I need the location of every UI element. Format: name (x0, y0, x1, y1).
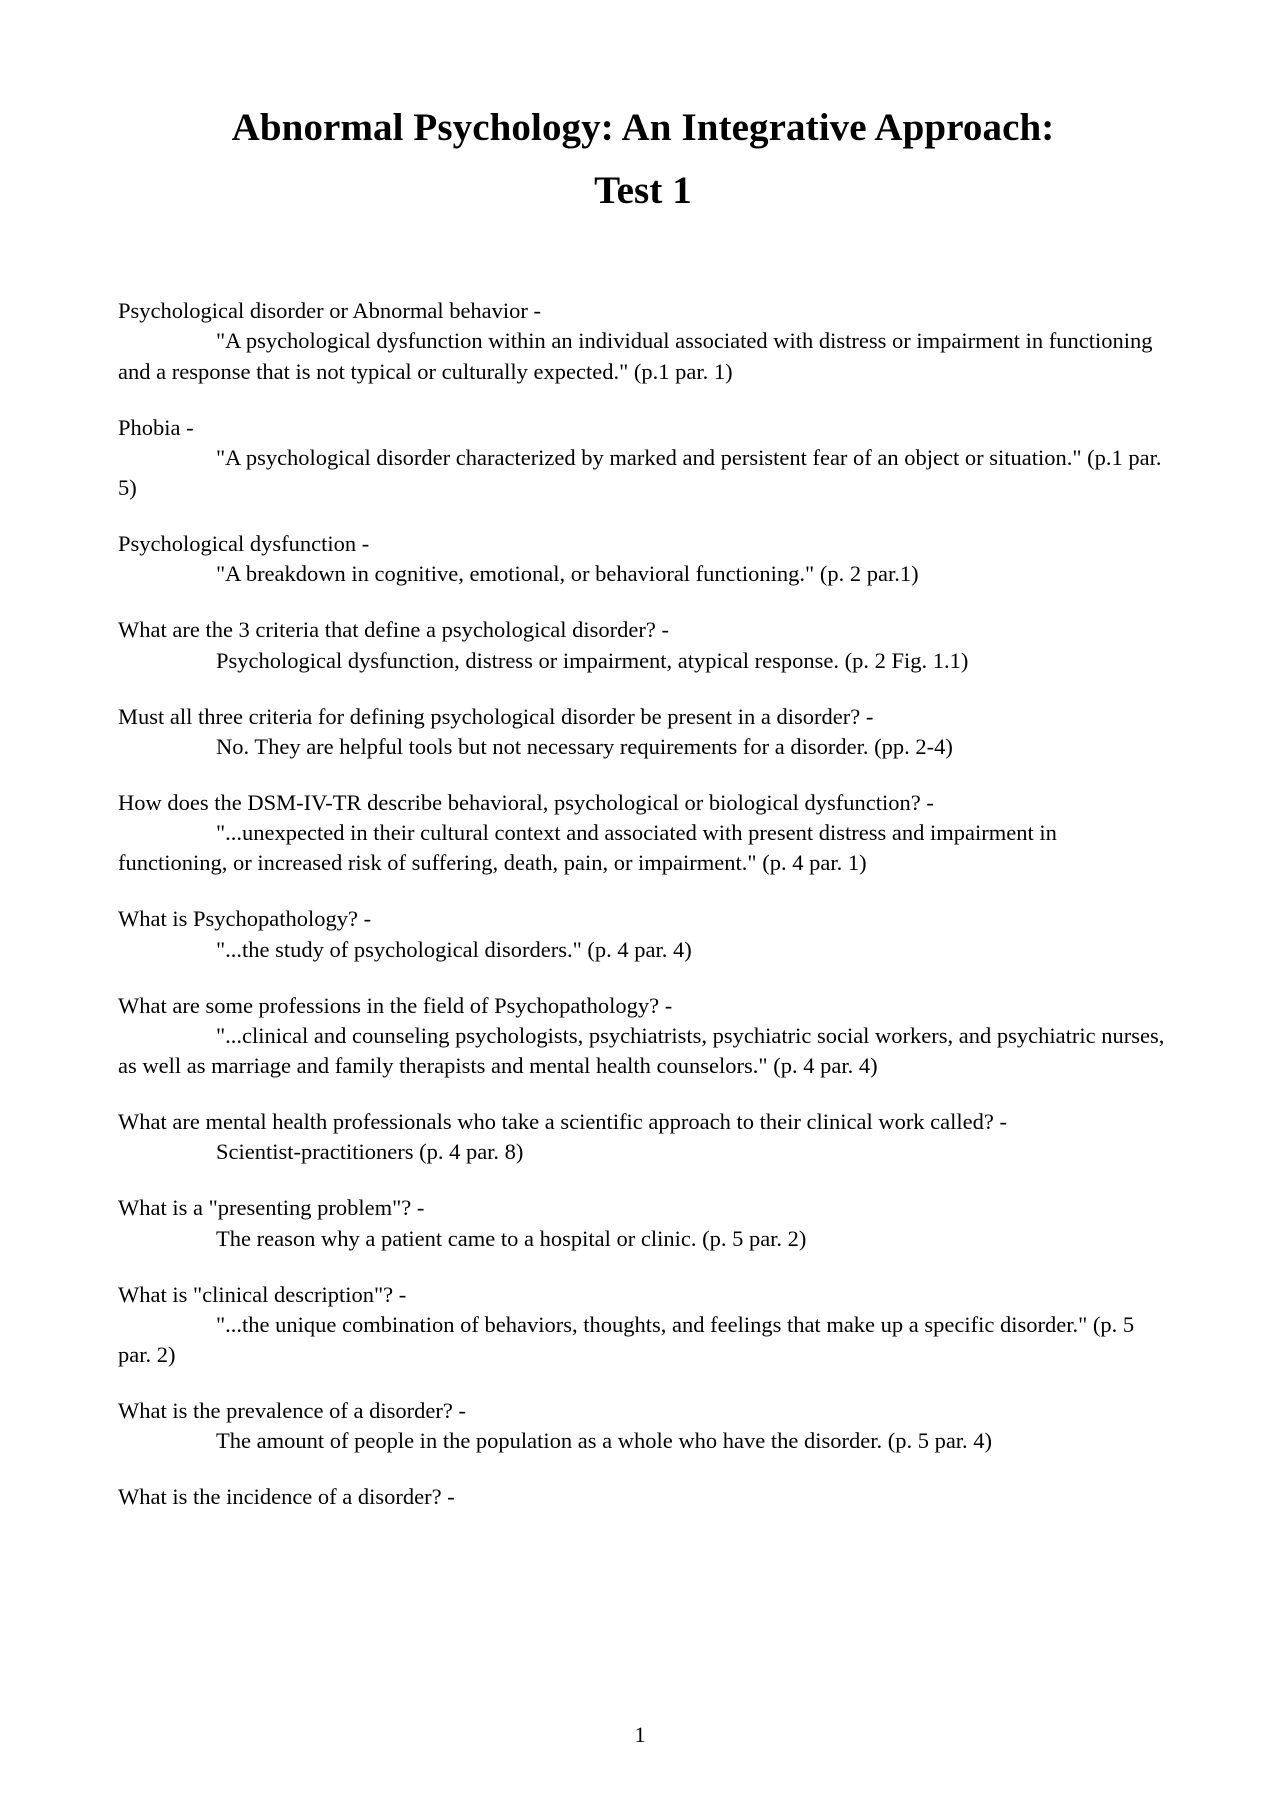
qa-question: What is Psychopathology? - (118, 906, 372, 932)
qa-entry (118, 529, 1168, 589)
qa-entry (118, 1107, 1168, 1167)
qa-answer: The amount of people in the population as a whole who have the disorder. (p. 5 par. 4) (216, 1428, 993, 1454)
qa-answer: "...the study of psychological disorders." (p. 4 par. 4) (216, 936, 692, 962)
qa-question: Must all three criteria for defining psychological disorder be present in a disorder? - (118, 703, 874, 729)
qa-answer: "A psychological disorder characterized by marked and persistent fear of an object or situation." (p.1 par. 5) (118, 444, 1162, 501)
qa-entry (118, 702, 1168, 762)
qa-answer: Scientist-practitioners (p. 4 par. 8) (216, 1139, 524, 1165)
page-number: 1 (634, 1722, 646, 1747)
qa-entry (118, 904, 1168, 964)
qa-entry (118, 1482, 1168, 1512)
qa-entry (118, 1396, 1168, 1456)
qa-question: What are mental health professionals who take a scientific approach to their clinical work called? - (118, 1109, 1008, 1135)
qa-question: Psychological dysfunction - (118, 531, 370, 557)
qa-question: What are some professions in the field of Psychopathology? - (118, 992, 673, 1018)
qa-entry (118, 788, 1168, 878)
qa-question: How does the DSM-IV-TR describe behavioral, psychological or biological dysfunction? - (118, 790, 934, 816)
qa-question: Psychological disorder or Abnormal behavior - (118, 298, 542, 324)
qa-answer: "A breakdown in cognitive, emotional, or behavioral functioning." (p. 2 par.1) (216, 561, 919, 587)
qa-entry (118, 1280, 1168, 1370)
qa-answer: No. They are helpful tools but not necessary requirements for a disorder. (pp. 2-4) (216, 733, 953, 759)
page-title: Abnormal Psychology: An Integrative Approach: Test 1 (231, 106, 1055, 213)
qa-entry (118, 296, 1168, 386)
qa-entry (118, 413, 1168, 503)
document-body (118, 296, 1168, 1512)
qa-answer: Psychological dysfunction, distress or impairment, atypical response. (p. 2 Fig. 1.1) (216, 647, 969, 673)
qa-question: What is the prevalence of a disorder? - (118, 1398, 466, 1424)
qa-answer: "...the unique combination of behaviors, thoughts, and feelings that make up a specific disorder." (p. 5 par. 2) (118, 1311, 1135, 1367)
qa-entry (118, 615, 1168, 675)
qa-answer: "...clinical and counseling psychologists, psychiatrists, psychiatric social workers, and psychiatric nurses, as well as marriage and family therapists and mental health counselors." (p. 4 par. 4) (118, 1022, 1165, 1079)
qa-answer: "...unexpected in their cultural context and associated with present distress and impairment in functioning, or increased risk of suffering, death, pain, or impairment." (p. 4 par. 1) (118, 820, 1057, 876)
qa-answer: "A psychological dysfunction within an individual associated with distress or impairment in functioning and a response that is not typical or culturally expected." (p.1 par. 1) (118, 328, 1153, 384)
qa-entry (118, 1193, 1168, 1253)
qa-answer: The reason why a patient came to a hospital or clinic. (p. 5 par. 2) (216, 1225, 807, 1251)
qa-entry (118, 991, 1168, 1081)
qa-question: Phobia - (118, 414, 194, 440)
qa-question: What are the 3 criteria that define a psychological disorder? - (118, 617, 669, 643)
qa-question: What is a "presenting problem"? - (118, 1195, 425, 1221)
qa-question: What is "clinical description"? - (118, 1281, 407, 1307)
qa-question: What is the incidence of a disorder? - (118, 1484, 455, 1510)
